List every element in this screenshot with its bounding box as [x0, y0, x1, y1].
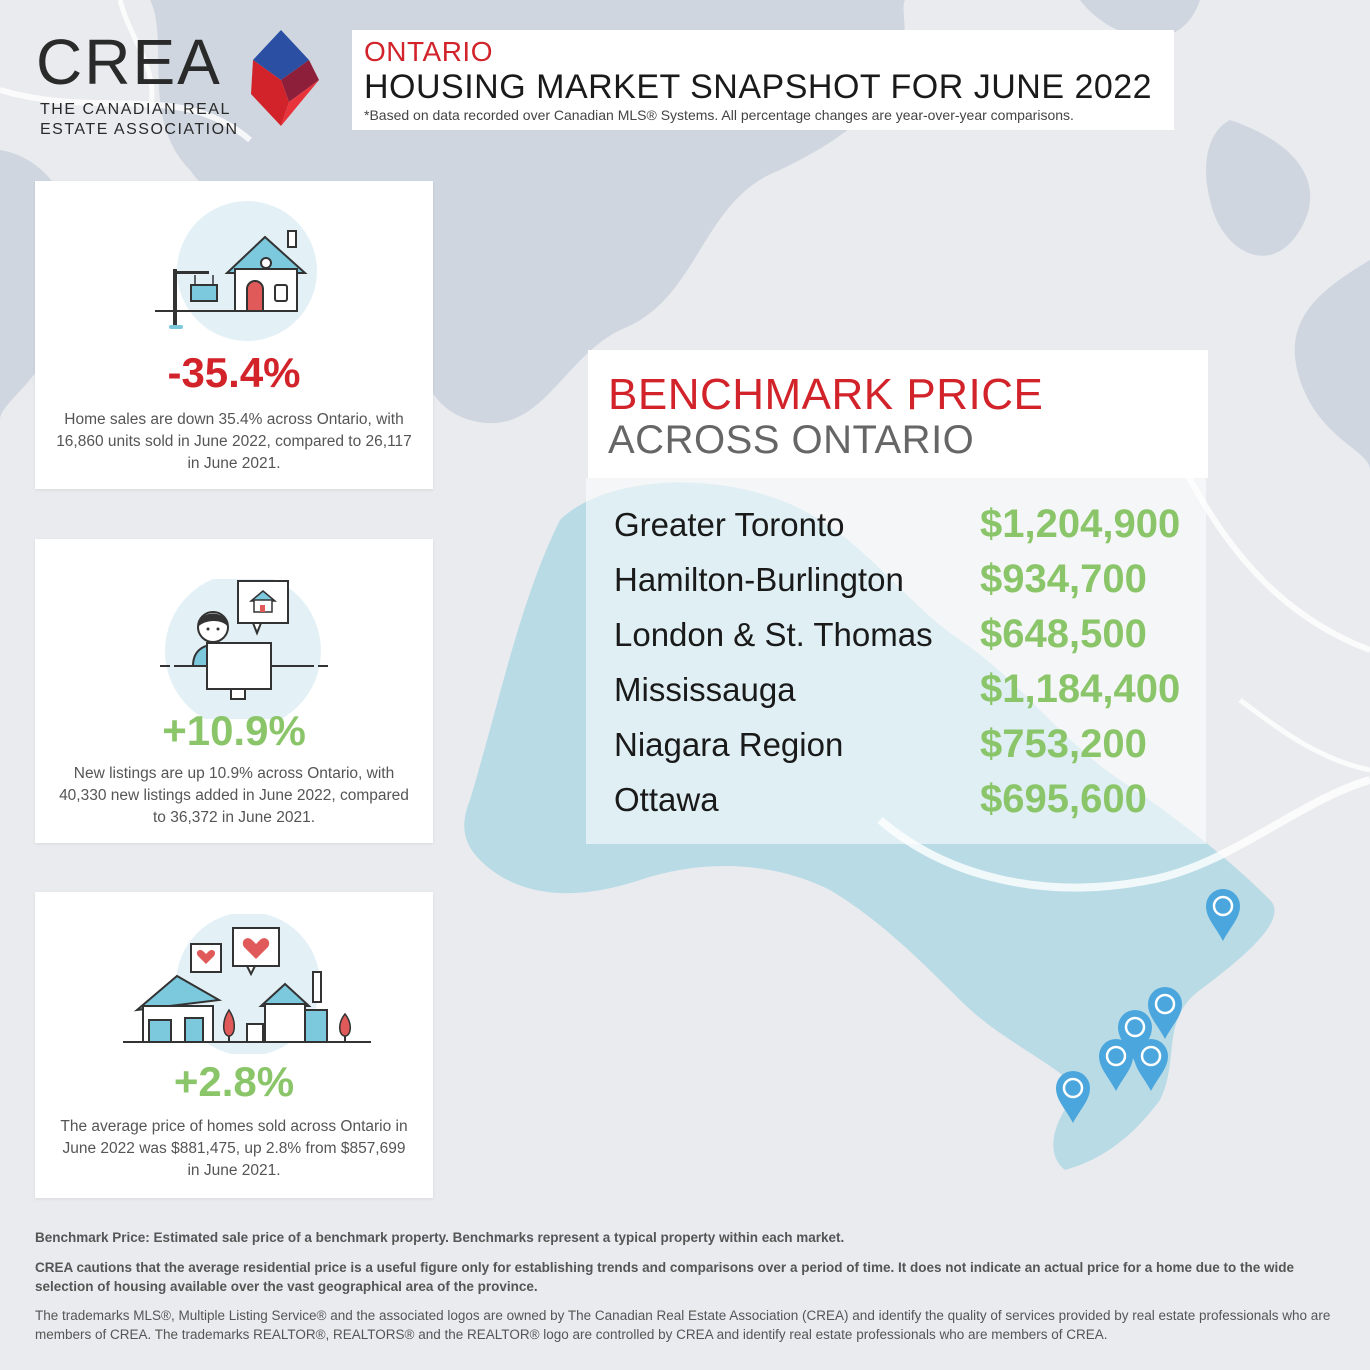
- benchmark-city: Hamilton-Burlington: [614, 561, 904, 598]
- person-at-computer-icon: [155, 579, 335, 719]
- benchmark-row: [614, 667, 1194, 726]
- benchmark-price: $648,500: [980, 612, 1147, 656]
- sales-change-value: -35.4%: [167, 349, 301, 396]
- benchmark-row: [614, 612, 1194, 671]
- sales-description: Home sales are down 35.4% across Ontario, with 16,860 units sold in June 2022, compared to 26,117 in June 2021.: [56, 411, 412, 472]
- listings-description: New listings are up 10.9% across Ontario, with 40,330 new listings added in June 2022, compared to 36,372 in June 2021.: [59, 765, 409, 826]
- logo-wordmark: CREA: [36, 26, 222, 98]
- benchmark-city: London & St. Thomas: [614, 616, 933, 653]
- benchmark-city: Greater Toronto: [614, 506, 845, 543]
- map-pin-icon: [1055, 1070, 1091, 1124]
- crea-diamond-icon: [241, 30, 321, 130]
- header-note: *Based on data recorded over Canadian MLS® Systems. All percentage changes are year-over-year comparisons.: [364, 107, 1074, 123]
- map-pin-icon: [1205, 888, 1241, 942]
- price-description: The average price of homes sold across Ontario in June 2022 was $881,475, up 2.8% from $857,699 in June 2021.: [60, 1118, 408, 1179]
- benchmark-city: Mississauga: [614, 671, 796, 708]
- benchmark-price: $1,184,400: [980, 667, 1181, 711]
- listings-change-value: +10.9%: [162, 707, 306, 754]
- footer-caution: CREA cautions that the average residential price is a useful figure only for establishing trends and comparisons over a period of time. It does not indicate an actual price for a home due to the wide selection of housing available over the vast geographical area of the province.: [35, 1260, 1295, 1294]
- crea-logo: [36, 26, 326, 140]
- stat-card-average-price: [35, 892, 433, 1198]
- benchmark-row: [614, 557, 1194, 616]
- map-pin-icon: [1098, 1038, 1134, 1092]
- benchmark-city: Niagara Region: [614, 726, 844, 763]
- benchmark-table: [586, 478, 1206, 844]
- benchmark-row: [614, 722, 1194, 781]
- benchmark-price: $753,200: [980, 722, 1147, 766]
- logo-subtitle: THE CANADIAN REAL ESTATE ASSOCIATION: [40, 101, 239, 138]
- benchmark-price: $1,204,900: [980, 502, 1181, 546]
- benchmark-row: [614, 502, 1194, 561]
- benchmark-price: $695,600: [980, 777, 1147, 821]
- benchmark-header: [588, 350, 1208, 478]
- header-region: ONTARIO: [364, 36, 493, 67]
- stat-card-sales: [35, 181, 433, 489]
- benchmark-subtitle: ACROSS ONTARIO: [608, 418, 975, 462]
- benchmark-price: $934,700: [980, 557, 1147, 601]
- map-pin-icon: [1133, 1038, 1169, 1092]
- neighborhood-hearts-icon: [123, 914, 373, 1054]
- header-title-box: [352, 30, 1174, 130]
- stat-card-listings: [35, 539, 433, 843]
- benchmark-title: BENCHMARK PRICE: [608, 370, 1044, 419]
- page-title: HOUSING MARKET SNAPSHOT FOR JUNE 2022: [364, 68, 1153, 106]
- benchmark-city: Ottawa: [614, 781, 719, 818]
- benchmark-row: [614, 777, 1194, 836]
- house-for-sale-icon: [155, 201, 335, 341]
- footer-trademarks: The trademarks MLS®, Multiple Listing Service® and the associated logos are owned by The Canadian Real Estate Association (CREA) and identify the quality of services provided by real estate professionals who are members of CREA. The trademarks REALTOR®, REALTORS® and the REALTOR® logo are controlled by CREA and identify real estate professionals who are members of CREA.: [35, 1308, 1331, 1342]
- price-change-value: +2.8%: [173, 1058, 295, 1105]
- footer-definition: Benchmark Price: Estimated sale price of a benchmark property. Benchmarks represent a typical property within each market.: [35, 1230, 845, 1245]
